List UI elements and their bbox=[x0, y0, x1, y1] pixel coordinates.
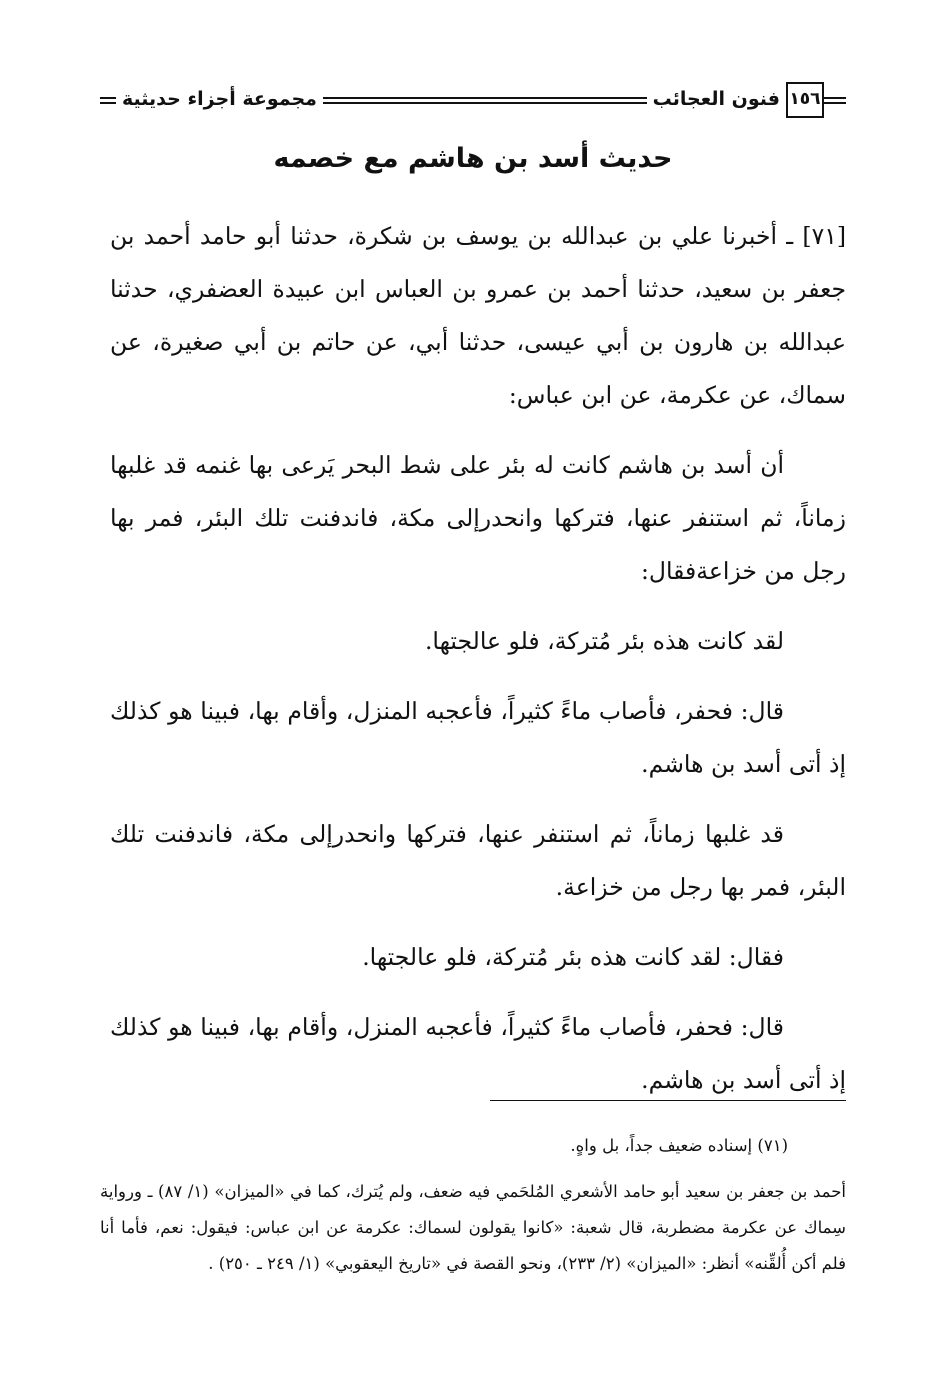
series-title: مجموعة أجزاء حديثية bbox=[116, 88, 323, 110]
paragraph: فقال: لقد كانت هذه بئر مُتركة، فلو عالجتها. bbox=[362, 943, 784, 971]
footnotes bbox=[100, 1128, 846, 1292]
header-rule-right bbox=[822, 97, 846, 104]
chapter-title: حديث أسد بن هاشم مع خصمه bbox=[273, 143, 673, 174]
running-header bbox=[100, 80, 846, 124]
footnote: (٧١) إسناده ضعيف جداً، بل واهٍ. bbox=[570, 1136, 788, 1155]
main-text bbox=[110, 210, 846, 1124]
book-title: فنون العجائب bbox=[647, 88, 786, 110]
footnote-separator bbox=[490, 1100, 846, 1101]
paragraph-isnad: [٧١] ـ أخبرنا علي بن عبدالله بن يوسف بن شكرة، حدثنا أبو حامد أحمد بن جعفر بن سعيد، حدثنا أحمد بن عمرو بن العباس ابن عبيدة العضفري، حدثنا عبدالله بن هارون بن أبي عيسى، حدثنا أبي، عن حاتم بن أبي صغيرة، عن سماك، عن عكرمة، عن ابن عباس: bbox=[110, 222, 846, 409]
page-number: ١٥٦ bbox=[786, 82, 824, 118]
paragraph: قال: فحفر، فأصاب ماءً كثيراً، فأعجبه المنزل، وأقام بها، فبينا هو كذلك إذ أتى أسد بن هاشم. bbox=[110, 1013, 846, 1094]
paragraph: أن أسد بن هاشم كانت له بئر على شط البحر يَرعى بها غنمه قد غلبها زماناً، ثم استنفر عنها، فتركها وانحدرإلى مكة، فاندفنت تلك البئر، فمر بها رجل من خزاعةفقال: bbox=[110, 451, 846, 585]
paragraph: قال: فحفر، فأصاب ماءً كثيراً، فأعجبه المنزل، وأقام بها، فبينا هو كذلك إذ أتى أسد بن هاشم. bbox=[110, 697, 846, 778]
footnote: أحمد بن جعفر بن سعيد أبو حامد الأشعري المُلحَمي فيه ضعف، ولم يُترك، كما في «الميزان» (١/ ٨٧) ـ ورواية سِماك عن عكرمة مضطربة، قال شعبة: «كانوا يقولون لسماك: عكرمة عن ابن عباس: فيقول: نعم، فأما أنا فلم أكن أُلقِّنه» أنظر: «الميزان» (٢/ ٢٣٣)، ونحو القصة في «تاريخ اليعقوبي» (١/ ٢٤٩ ـ ٢٥٠) . bbox=[100, 1182, 846, 1273]
paragraph: لقد كانت هذه بئر مُتركة، فلو عالجتها. bbox=[424, 627, 784, 655]
paragraph: قد غلبها زماناً، ثم استنفر عنها، فتركها وانحدرإلى مكة، فاندفنت تلك البئر، فمر بها رجل من خزاعة. bbox=[110, 820, 846, 901]
